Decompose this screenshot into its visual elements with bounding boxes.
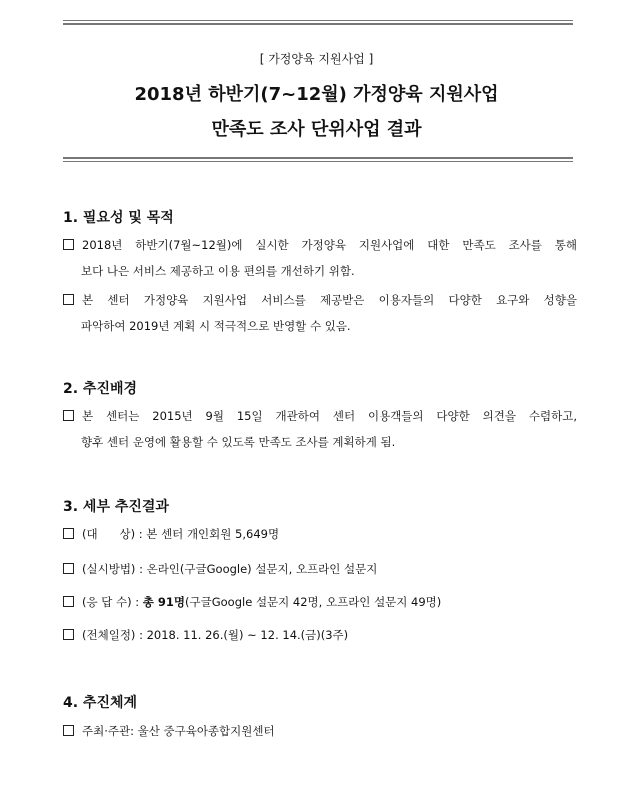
list-item: [63, 589, 577, 615]
checkbox-icon: [63, 596, 74, 607]
checkbox-icon: [63, 528, 74, 539]
document-title-line1: 2018년 하반기(7~12월) 가정양육 지원사업: [134, 84, 499, 105]
document-title-line2: 만족도 조사 단위사업 결과: [211, 119, 422, 140]
list-item-text: 본 센터 가정양육 지원사업 서비스를 제공받은 이용자들의 다양한 요구와 성향을: [82, 293, 577, 307]
list-item-text: 파악하여 2019년 계획 시 적극적으로 반영할 수 있음.: [81, 319, 351, 333]
list-item-text: 2018년 하반기(7월~12월)에 실시한 가정양육 지원사업에 대한 만족도 조사를 통해: [82, 238, 577, 252]
list-item: [63, 718, 577, 744]
checkbox-icon: [63, 294, 74, 305]
list-item-text: 본 센터는 2015년 9월 15일 개관하여 센터 이용객들의 다양한 의견을 수렴하고,: [82, 409, 577, 423]
checkbox-icon: [63, 239, 74, 250]
header-bottom-rule: [63, 157, 573, 164]
section-heading-results: 3. 세부 추진결과: [63, 499, 169, 515]
section-heading-system: 4. 추진체계: [63, 695, 138, 711]
list-item-text: 향후 센터 운영에 활용할 수 있도록 만족도 조사를 계획하게 됨.: [81, 435, 396, 449]
list-item: [63, 232, 577, 284]
header-top-rule: [63, 20, 573, 27]
list-item-text: (전체일정) : 2018. 11. 26.(월) ~ 12. 14.(금)(3주): [82, 628, 349, 642]
list-item: [63, 622, 577, 648]
list-item: [63, 556, 577, 582]
list-item: [63, 403, 577, 455]
list-item-text: 주최·주관: 울산 중구육아종합지원센터: [82, 724, 275, 738]
section-heading-background: 2. 추진배경: [63, 381, 138, 397]
list-item-text: (대 상) : 본 센터 개인회원 5,649명: [82, 527, 280, 541]
list-item: [63, 521, 577, 547]
document-tag: [ 가정양육 지원사업 ]: [259, 52, 374, 66]
section-heading-purpose: 1. 필요성 및 목적: [63, 210, 174, 226]
list-item-text: (실시방법) : 온라인(구글Google) 설문지, 오프라인 설문지: [82, 562, 378, 576]
checkbox-icon: [63, 629, 74, 640]
checkbox-icon: [63, 410, 74, 421]
list-item-text: (응 답 수) :: [82, 595, 143, 609]
list-item-text: 보다 나은 서비스 제공하고 이용 편의를 개선하기 위함.: [81, 264, 355, 278]
response-total: 총 91명: [142, 595, 186, 609]
list-item: [63, 287, 577, 339]
checkbox-icon: [63, 563, 74, 574]
checkbox-icon: [63, 725, 74, 736]
list-item-text: (구글Google 설문지 42명, 오프라인 설문지 49명): [185, 595, 442, 609]
